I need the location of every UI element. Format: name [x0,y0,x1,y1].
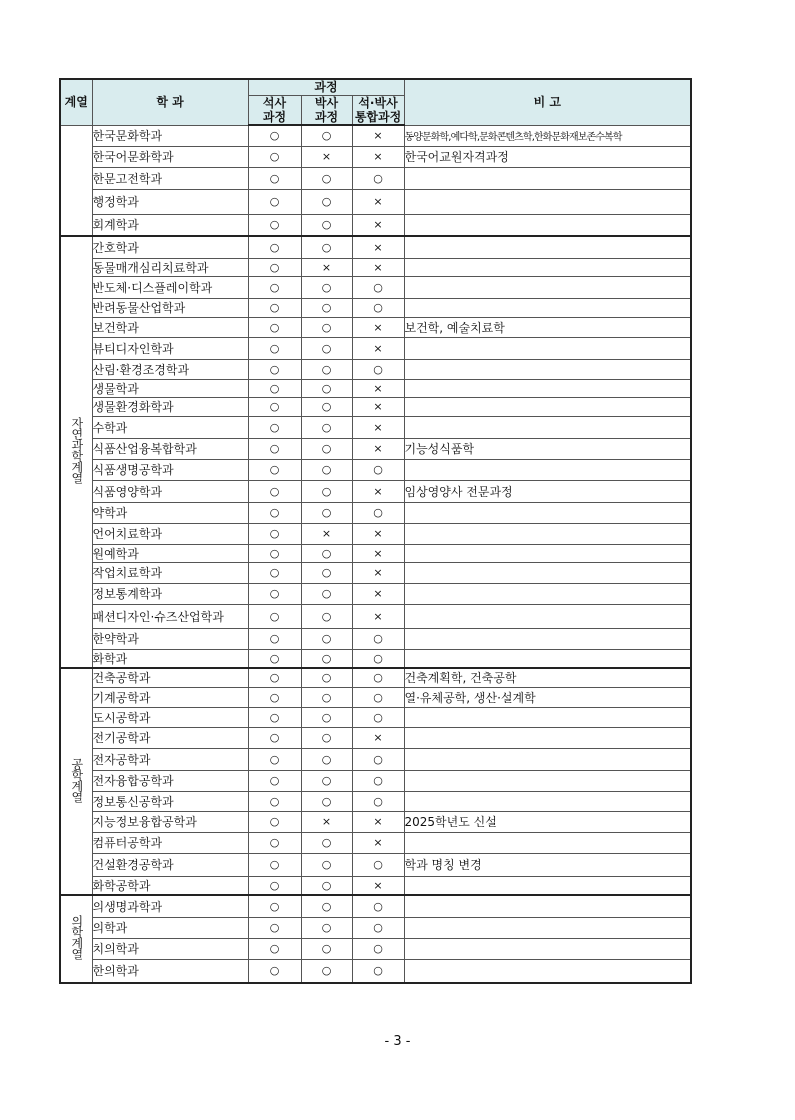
note-cell [404,359,691,379]
masters-mark: ○ [248,438,301,459]
phd-mark: ○ [301,649,352,668]
masters-mark: ○ [248,214,301,236]
phd-mark: ○ [301,668,352,687]
dept-cell: 정보통신공학과 [92,791,248,811]
note-cell [404,459,691,480]
integrated-mark: × [352,727,404,748]
note-cell [404,770,691,791]
integrated-mark: ○ [352,628,404,649]
phd-mark: ○ [301,791,352,811]
note-cell [404,628,691,649]
table-row [60,668,691,687]
note-cell [404,544,691,562]
note-cell [404,214,691,236]
phd-mark: ○ [301,583,352,604]
phd-mark: ○ [301,214,352,236]
integrated-mark: × [352,583,404,604]
phd-mark: ○ [301,604,352,628]
masters-mark: ○ [248,189,301,214]
table-body [60,125,691,983]
dept-cell: 산림·환경조경학과 [92,359,248,379]
note-cell [404,938,691,959]
note-cell [404,298,691,317]
integrated-mark: × [352,544,404,562]
integrated-mark: × [352,337,404,359]
note-cell [404,397,691,416]
phd-mark: ○ [301,853,352,876]
table-row [60,337,691,359]
masters-mark: ○ [248,276,301,298]
phd-mark: ○ [301,544,352,562]
phd-mark: ○ [301,189,352,214]
note-cell: 기능성식품학 [404,438,691,459]
integrated-mark: ○ [352,707,404,727]
note-cell: 보건학, 예술치료학 [404,317,691,337]
phd-mark: ○ [301,236,352,258]
masters-mark: ○ [248,604,301,628]
dept-cell: 한문고전학과 [92,167,248,189]
masters-mark: ○ [248,502,301,523]
phd-mark: × [301,811,352,832]
note-cell [404,189,691,214]
masters-mark: ○ [248,258,301,276]
note-cell [404,917,691,938]
masters-mark: ○ [248,298,301,317]
note-cell: 동양문화학,예다학,문화콘텐츠학,한화문화재보존수복학 [404,125,691,146]
dept-cell: 반려동물산업학과 [92,298,248,317]
dept-cell: 화학공학과 [92,876,248,895]
note-cell [404,167,691,189]
masters-mark: ○ [248,628,301,649]
dept-cell: 도시공학과 [92,707,248,727]
note-cell [404,876,691,895]
group-label: 공학계열 [69,757,84,802]
masters-mark: ○ [248,917,301,938]
dept-cell: 수학과 [92,416,248,438]
dept-cell: 언어치료학과 [92,523,248,544]
phd-mark: ○ [301,276,352,298]
note-cell [404,832,691,853]
header-course: 과정 [248,79,404,95]
table-row [60,748,691,770]
phd-mark: ○ [301,832,352,853]
integrated-mark: × [352,258,404,276]
table-row [60,811,691,832]
table-row [60,628,691,649]
integrated-mark: ○ [352,959,404,983]
dept-cell: 뷰티디자인학과 [92,337,248,359]
dept-cell: 정보통계학과 [92,583,248,604]
table-row [60,167,691,189]
masters-mark: ○ [248,125,301,146]
dept-cell: 식품영양학과 [92,480,248,502]
integrated-mark: × [352,523,404,544]
note-cell [404,748,691,770]
phd-mark: ○ [301,459,352,480]
masters-mark: ○ [248,748,301,770]
phd-mark: ○ [301,876,352,895]
table-row [60,189,691,214]
group-cell [60,236,92,668]
group-cell [60,668,92,895]
dept-cell: 생물학과 [92,379,248,397]
integrated-mark: ○ [352,748,404,770]
masters-mark: ○ [248,876,301,895]
table-row [60,562,691,583]
table-row [60,379,691,397]
dept-cell: 의학과 [92,917,248,938]
dept-cell: 한국어문화학과 [92,146,248,167]
dept-cell: 동물매개심리치료학과 [92,258,248,276]
note-cell: 임상영양사 전문과정 [404,480,691,502]
phd-mark: ○ [301,895,352,917]
table-row [60,359,691,379]
phd-mark: ○ [301,959,352,983]
dept-cell: 컴퓨터공학과 [92,832,248,853]
note-cell [404,791,691,811]
table-row [60,917,691,938]
note-cell [404,379,691,397]
masters-mark: ○ [248,317,301,337]
note-cell [404,604,691,628]
integrated-mark: × [352,397,404,416]
dept-cell: 화학과 [92,649,248,668]
dept-cell: 간호학과 [92,236,248,258]
phd-mark: ○ [301,337,352,359]
table-row [60,459,691,480]
dept-cell: 한의학과 [92,959,248,983]
table-row [60,214,691,236]
phd-mark: ○ [301,562,352,583]
phd-mark: × [301,146,352,167]
table-row [60,959,691,983]
phd-mark: ○ [301,770,352,791]
masters-mark: ○ [248,770,301,791]
note-cell [404,236,691,258]
phd-mark: ○ [301,727,352,748]
phd-mark: ○ [301,707,352,727]
integrated-mark: × [352,379,404,397]
table-row [60,502,691,523]
integrated-mark: ○ [352,167,404,189]
masters-mark: ○ [248,727,301,748]
integrated-mark: ○ [352,649,404,668]
note-cell [404,707,691,727]
graduate-program-table [59,78,692,984]
dept-cell: 전자융합공학과 [92,770,248,791]
integrated-mark: × [352,214,404,236]
dept-cell: 치의학과 [92,938,248,959]
masters-mark: ○ [248,791,301,811]
phd-mark: ○ [301,397,352,416]
phd-mark: ○ [301,298,352,317]
note-cell: 열·유체공학, 생산·설계학 [404,687,691,707]
masters-mark: ○ [248,811,301,832]
header-note: 비 고 [404,79,691,125]
phd-mark: ○ [301,628,352,649]
table-row [60,853,691,876]
dept-cell: 지능정보융합공학과 [92,811,248,832]
header-masters: 석사 과정 [248,95,301,125]
table-row [60,938,691,959]
phd-mark: ○ [301,917,352,938]
integrated-mark: ○ [352,917,404,938]
integrated-mark: ○ [352,895,404,917]
note-cell [404,523,691,544]
table-row [60,791,691,811]
integrated-mark: × [352,811,404,832]
dept-cell: 반도체·디스플레이학과 [92,276,248,298]
phd-mark: ○ [301,125,352,146]
dept-cell: 전기공학과 [92,727,248,748]
dept-cell: 작업치료학과 [92,562,248,583]
dept-cell: 건축공학과 [92,668,248,687]
phd-mark: ○ [301,438,352,459]
integrated-mark: × [352,604,404,628]
phd-mark: ○ [301,416,352,438]
masters-mark: ○ [248,236,301,258]
header-integrated: 석·박사 통합과정 [352,95,404,125]
page-number: - 3 - [384,1034,411,1049]
note-cell [404,416,691,438]
masters-mark: ○ [248,167,301,189]
table-row [60,583,691,604]
table-row [60,770,691,791]
dept-cell: 행정학과 [92,189,248,214]
note-cell: 학과 명칭 변경 [404,853,691,876]
table-row [60,258,691,276]
table-row [60,276,691,298]
table-row [60,832,691,853]
phd-mark: × [301,523,352,544]
dept-cell: 패션디자인·슈즈산업학과 [92,604,248,628]
dept-cell: 기계공학과 [92,687,248,707]
masters-mark: ○ [248,523,301,544]
integrated-mark: ○ [352,770,404,791]
phd-mark: ○ [301,379,352,397]
dept-cell: 보건학과 [92,317,248,337]
integrated-mark: × [352,876,404,895]
note-cell [404,562,691,583]
table-row [60,649,691,668]
phd-mark: ○ [301,480,352,502]
table-row [60,727,691,748]
table-row [60,544,691,562]
note-cell [404,337,691,359]
integrated-mark: ○ [352,938,404,959]
header-dept: 학 과 [92,79,248,125]
dept-cell: 건설환경공학과 [92,853,248,876]
table-row [60,317,691,337]
table-row [60,876,691,895]
table-row [60,604,691,628]
phd-mark: × [301,258,352,276]
dept-cell: 한약학과 [92,628,248,649]
dept-cell: 식품산업융복합학과 [92,438,248,459]
masters-mark: ○ [248,146,301,167]
integrated-mark: ○ [352,276,404,298]
note-cell [404,895,691,917]
integrated-mark: × [352,146,404,167]
masters-mark: ○ [248,707,301,727]
note-cell [404,258,691,276]
integrated-mark: ○ [352,459,404,480]
masters-mark: ○ [248,459,301,480]
dept-cell: 원예학과 [92,544,248,562]
integrated-mark: ○ [352,853,404,876]
table-row [60,707,691,727]
masters-mark: ○ [248,562,301,583]
masters-mark: ○ [248,687,301,707]
dept-cell: 약학과 [92,502,248,523]
masters-mark: ○ [248,397,301,416]
dept-cell: 생물환경화학과 [92,397,248,416]
table-row [60,416,691,438]
note-cell [404,649,691,668]
integrated-mark: × [352,416,404,438]
integrated-mark: × [352,562,404,583]
integrated-mark: × [352,317,404,337]
note-cell: 한국어교원자격과정 [404,146,691,167]
integrated-mark: × [352,125,404,146]
note-cell [404,276,691,298]
phd-mark: ○ [301,938,352,959]
note-cell [404,727,691,748]
note-cell: 건축계획학, 건축공학 [404,668,691,687]
group-label: 자연과학계열 [69,417,84,483]
header-group: 계열 [60,79,92,125]
group-cell [60,125,92,236]
masters-mark: ○ [248,583,301,604]
masters-mark: ○ [248,832,301,853]
table-row [60,895,691,917]
dept-cell: 한국문화학과 [92,125,248,146]
integrated-mark: × [352,189,404,214]
integrated-mark: × [352,438,404,459]
table-row [60,438,691,459]
table-row [60,125,691,146]
dept-cell: 전자공학과 [92,748,248,770]
table-row [60,687,691,707]
integrated-mark: ○ [352,668,404,687]
integrated-mark: ○ [352,687,404,707]
integrated-mark: × [352,236,404,258]
integrated-mark: × [352,832,404,853]
masters-mark: ○ [248,379,301,397]
masters-mark: ○ [248,895,301,917]
note-cell: 2025학년도 신설 [404,811,691,832]
table-row [60,236,691,258]
table-row [60,523,691,544]
masters-mark: ○ [248,668,301,687]
note-cell [404,502,691,523]
phd-mark: ○ [301,748,352,770]
table-row [60,298,691,317]
table-row [60,397,691,416]
masters-mark: ○ [248,337,301,359]
phd-mark: ○ [301,359,352,379]
masters-mark: ○ [248,480,301,502]
masters-mark: ○ [248,544,301,562]
dept-cell: 의생명과학과 [92,895,248,917]
masters-mark: ○ [248,649,301,668]
integrated-mark: ○ [352,502,404,523]
note-cell [404,583,691,604]
table-row [60,146,691,167]
masters-mark: ○ [248,938,301,959]
integrated-mark: ○ [352,791,404,811]
header-phd: 박사 과정 [301,95,352,125]
masters-mark: ○ [248,959,301,983]
note-cell [404,959,691,983]
dept-cell: 회계학과 [92,214,248,236]
group-cell [60,895,92,983]
masters-mark: ○ [248,853,301,876]
phd-mark: ○ [301,502,352,523]
integrated-mark: ○ [352,359,404,379]
table-header [60,79,691,125]
phd-mark: ○ [301,317,352,337]
masters-mark: ○ [248,359,301,379]
group-label: 의학계열 [69,915,84,959]
phd-mark: ○ [301,687,352,707]
integrated-mark: ○ [352,298,404,317]
integrated-mark: × [352,480,404,502]
table-row [60,480,691,502]
masters-mark: ○ [248,416,301,438]
dept-cell: 식품생명공학과 [92,459,248,480]
phd-mark: ○ [301,167,352,189]
